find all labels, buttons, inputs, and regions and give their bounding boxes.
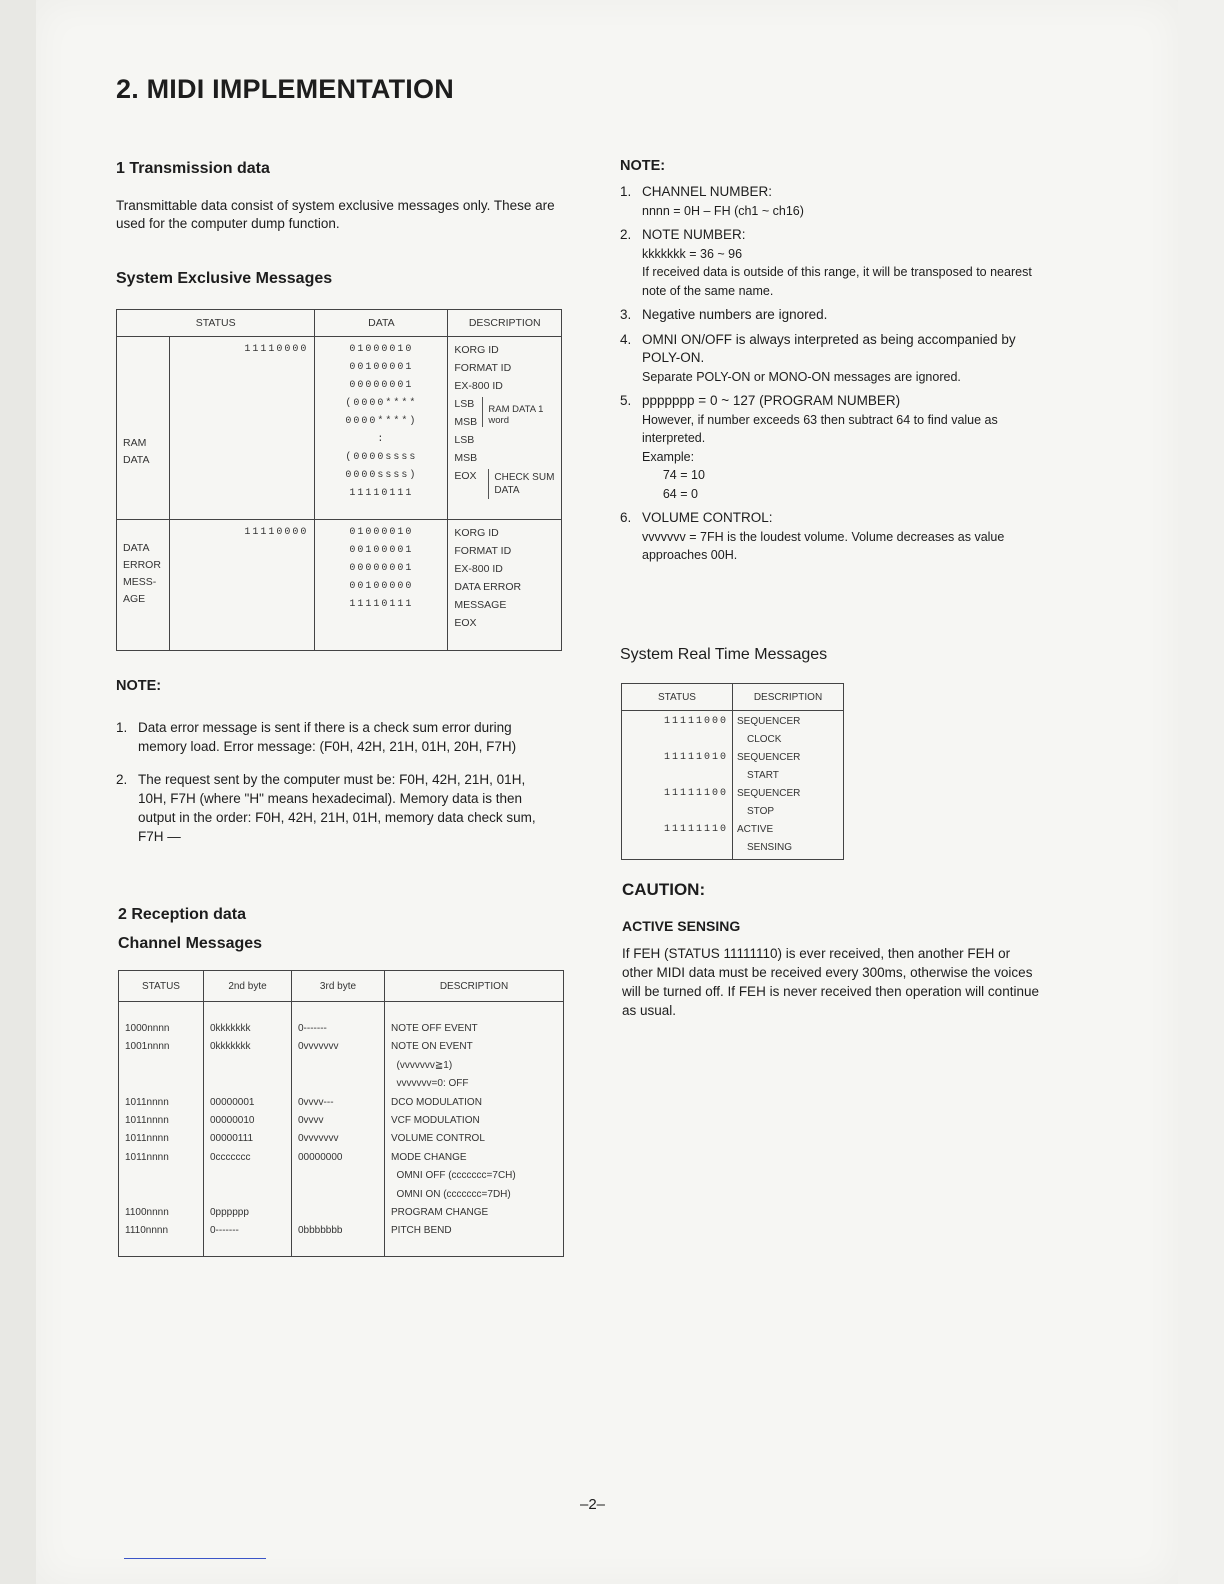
- ram-description: KORG ID FORMAT ID EX-800 ID LSB MSB LSB MSB EOX RAM DATA 1 word CHECK SUM DATA: [448, 337, 562, 520]
- right-note-number: 6.: [620, 510, 632, 525]
- channel-byte2-cell: [210, 1167, 285, 1185]
- channel-description-cell: PITCH BEND: [391, 1225, 452, 1237]
- ram-status: 11110000: [170, 337, 315, 520]
- realtime-status-cell: 11111000: [663, 716, 728, 727]
- realtime-status-cell: 11111110: [663, 824, 728, 835]
- channel-description-cell: MODE CHANGE: [391, 1151, 467, 1163]
- realtime-header-description: DESCRIPTION: [733, 684, 844, 711]
- channel-description-cell: VOLUME CONTROL: [391, 1133, 485, 1145]
- channel-byte2-cell: 0ccccccc: [210, 1151, 251, 1163]
- realtime-desc-col: [733, 711, 844, 860]
- right-note-number: 1.: [620, 184, 632, 199]
- right-note-number: 4.: [620, 331, 632, 347]
- channel-byte3-cell: [298, 1204, 378, 1222]
- right-note-2: [620, 226, 1042, 300]
- right-note-1: [620, 183, 1042, 220]
- brace-checksum: [488, 469, 489, 499]
- channel-description-cell: OMNI ON (ccccccc=7DH): [391, 1188, 511, 1200]
- realtime-description-cell: CLOCK: [747, 734, 782, 745]
- channel-byte2-cell: 00000010: [210, 1115, 255, 1127]
- ram-data-label: RAM DATA: [117, 337, 170, 520]
- realtime-description-cell: STOP: [747, 806, 775, 817]
- right-note-number: 5.: [620, 393, 632, 408]
- channel-description-cell: NOTE OFF EVENT: [391, 1023, 478, 1034]
- channel-byte3-cell: [298, 1057, 378, 1075]
- footer-rule: [124, 1558, 266, 1559]
- error-data-bytes: 01000010 00100001 00000001 00100000 11110111: [315, 520, 448, 651]
- transmission-heading: 1 Transmission data: [116, 160, 270, 177]
- channel-byte3-cell: 0bbbbbbb: [298, 1225, 343, 1237]
- realtime-spacer: [626, 767, 728, 785]
- channel-status-cell: 1001nnnn: [125, 1041, 170, 1053]
- channel-table: [118, 970, 564, 1257]
- right-note-line: 74 = 10: [642, 468, 705, 482]
- channel-status-cell: 1011nnnn: [125, 1151, 169, 1163]
- realtime-description-cell: ACTIVE: [737, 824, 774, 835]
- channel-status-cell: 1110nnnn: [125, 1225, 169, 1237]
- channel-description-cell: NOTE ON EVENT: [391, 1041, 473, 1053]
- paper-edge: [0, 0, 38, 1584]
- channel-status-cell: [125, 1075, 197, 1093]
- channel-description-cell: PROGRAM CHANGE: [391, 1207, 489, 1219]
- channel-byte2-cell: 0-------: [210, 1225, 239, 1237]
- right-note-4: [620, 331, 1042, 387]
- page-number: –2–: [580, 1496, 606, 1513]
- channel-header-description: DESCRIPTION: [385, 971, 564, 1002]
- channel-byte3-cell: 00000000: [298, 1151, 343, 1163]
- channel-description-cell: (vvvvvvv≧1): [391, 1059, 453, 1071]
- left-notes-list: [116, 718, 544, 852]
- right-note-line: CHANNEL NUMBER:: [642, 184, 773, 199]
- realtime-status-cell: 11111010: [663, 752, 728, 763]
- right-note-line: However, if number exceeds 63 then subtract 64 to find value as interpreted.: [642, 412, 998, 445]
- channel-status-cell: 1011nnnn: [125, 1115, 169, 1127]
- sysex-header-data: DATA: [315, 310, 448, 337]
- channel-byte2-cell: [210, 1186, 285, 1204]
- channel-status-cell: [125, 1167, 197, 1185]
- right-note-number: 2.: [620, 227, 632, 242]
- caution-heading: CAUTION:: [622, 880, 706, 899]
- realtime-heading: System Real Time Messages: [620, 646, 828, 663]
- channel-status-cell: 1011nnnn: [125, 1133, 169, 1145]
- brace-ram: [482, 397, 483, 427]
- transmission-text: Transmittable data consist of system exclusive messages only. These are used for the computer dump function.: [116, 198, 555, 231]
- channel-byte3-cell: 0vvvvvvv: [298, 1133, 339, 1145]
- realtime-status-cell: 11111100: [663, 788, 728, 799]
- right-note-line: vvvvvvv = 7FH is the loudest volume. Volume decreases as value approaches 00H.: [642, 529, 1005, 562]
- ram-brace-label: RAM DATA 1 word: [488, 404, 544, 426]
- channel-byte3-cell: 0-------: [298, 1023, 327, 1034]
- channel-byte3-cell: 0vvvv: [298, 1115, 324, 1127]
- active-sensing-text: If FEH (STATUS 11111110) is ever received, then another FEH or other MIDI data must be received every 300ms, otherwise the voices will be turned off. If FEH is never received then operation will continue as usual.: [622, 946, 1039, 1018]
- left-note-2: 2. The request sent by the computer must be: F0H, 42H, 21H, 01H, 10H, F7H (where "H" means hexadecimal). Memory data is then output in the order: F0H, 42H, 21H, 01H, memory data check sum, F7H —: [116, 772, 536, 844]
- realtime-spacer: [626, 803, 728, 821]
- channel-description-col: [385, 1002, 564, 1257]
- sysex-header-description: DESCRIPTION: [448, 310, 562, 337]
- right-note-number: 3.: [620, 307, 632, 322]
- channel-byte2-cell: 0pppppp: [210, 1207, 249, 1219]
- channel-byte2-cell: 00000001: [210, 1096, 255, 1108]
- realtime-description-cell: SENSING: [747, 842, 793, 853]
- sysex-table: [116, 309, 562, 651]
- channel-byte3-cell: [298, 1075, 378, 1093]
- channel-description-cell: OMNI OFF (ccccccc=7CH): [391, 1170, 516, 1182]
- realtime-description-cell: SEQUENCER: [737, 788, 801, 799]
- channel-byte2-cell: 0kkkkkkk: [210, 1023, 251, 1034]
- realtime-description-cell: START: [747, 770, 779, 781]
- right-note-line: nnnn = 0H – FH (ch1 ~ ch16): [642, 203, 804, 218]
- right-note-line: kkkkkkk = 36 ~ 96: [642, 246, 743, 261]
- channel-header-status: STATUS: [119, 971, 204, 1002]
- right-note-line: VOLUME CONTROL:: [642, 510, 773, 525]
- channel-status-cell: 1000nnnn: [125, 1023, 170, 1034]
- channel-status-cell: 1011nnnn: [125, 1096, 169, 1108]
- right-note-line: ppppppp = 0 ~ 127 (PROGRAM NUMBER): [642, 393, 901, 408]
- error-status: 11110000: [170, 520, 315, 651]
- channel-byte3-cell: 0vvvvvvv: [298, 1041, 339, 1053]
- ram-data-bytes: 01000010 00100001 00000001 (0000**** 0000****) : (0000ssss 0000ssss) 11110111: [315, 337, 448, 520]
- right-note-heading: NOTE:: [620, 158, 666, 174]
- channel-status-cell: [125, 1057, 197, 1075]
- channel-description-cell: VCF MODULATION: [391, 1115, 480, 1127]
- active-sensing-heading: ACTIVE SENSING: [622, 918, 741, 934]
- channel-byte3-cell: 0vvvv---: [298, 1096, 334, 1108]
- sysex-heading: System Exclusive Messages: [116, 270, 333, 287]
- realtime-header-status: STATUS: [622, 684, 733, 711]
- right-note-line: 64 = 0: [642, 486, 698, 501]
- realtime-status-col: [622, 711, 733, 860]
- left-note-heading: NOTE:: [116, 678, 162, 694]
- channel-byte2-col: [204, 1002, 292, 1257]
- channel-header-byte3: 3rd byte: [292, 971, 385, 1002]
- channel-description-cell: DCO MODULATION: [391, 1096, 482, 1108]
- channel-status-cell: [125, 1186, 197, 1204]
- sysex-header-status: STATUS: [117, 310, 315, 337]
- right-note-line: OMNI ON/OFF is always interpreted as being accompanied by POLY-ON.: [642, 331, 1016, 365]
- error-description: KORG ID FORMAT ID EX-800 ID DATA ERROR MESSAGE EOX: [448, 520, 562, 651]
- channel-byte3-col: [292, 1002, 385, 1257]
- reception-heading: 2 Reception data: [118, 906, 247, 923]
- channel-header-byte2: 2nd byte: [204, 971, 292, 1002]
- realtime-spacer: [626, 839, 728, 857]
- right-note-line: If received data is outside of this range, it will be transposed to nearest note of the same name.: [642, 265, 1032, 298]
- channel-byte2-cell: [210, 1075, 285, 1093]
- left-note-1: 1. Data error message is sent if there is a check sum error during memory load. Error message: (F0H, 42H, 21H, 01H, 20H, F7H): [116, 720, 517, 754]
- error-label: DATA ERROR MESS- AGE: [117, 520, 170, 651]
- realtime-description-cell: SEQUENCER: [737, 716, 801, 727]
- right-note-line: Negative numbers are ignored.: [642, 307, 828, 322]
- right-note-line: Separate POLY-ON or MONO-ON messages are ignored.: [642, 369, 961, 384]
- channel-byte2-cell: 00000111: [210, 1133, 254, 1145]
- channel-byte3-cell: [298, 1167, 378, 1185]
- channel-byte3-cell: [298, 1186, 378, 1204]
- right-note-3: [620, 306, 1042, 325]
- realtime-table: [621, 683, 844, 860]
- right-note-5: [620, 392, 1042, 503]
- right-note-6: [620, 509, 1042, 565]
- right-note-line: Example:: [642, 449, 695, 464]
- realtime-description-cell: SEQUENCER: [737, 752, 801, 763]
- page-title: 2. MIDI IMPLEMENTATION: [116, 74, 454, 104]
- channel-byte2-cell: [210, 1057, 285, 1075]
- channel-byte2-cell: 0kkkkkkk: [210, 1041, 251, 1053]
- channel-description-cell: vvvvvvv=0: OFF: [391, 1078, 469, 1090]
- channel-status-cell: 1100nnnn: [125, 1207, 169, 1219]
- checksum-brace-label: CHECK SUM DATA: [494, 472, 555, 496]
- channel-heading: Channel Messages: [118, 935, 263, 952]
- right-notes-list: [620, 183, 1042, 571]
- realtime-spacer: [626, 731, 728, 749]
- right-note-line: NOTE NUMBER:: [642, 227, 746, 242]
- channel-status-col: [119, 1002, 204, 1257]
